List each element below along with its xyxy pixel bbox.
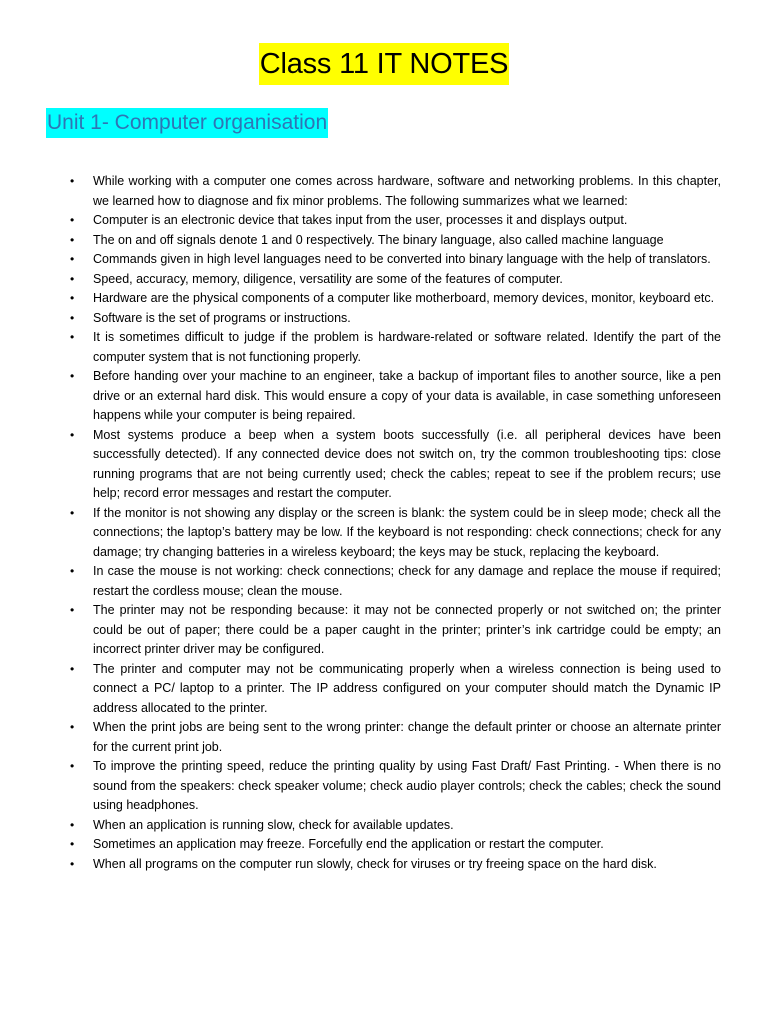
note-text: Commands given in high level languages need to be converted into binary language with the help of translators. <box>93 252 711 266</box>
note-text: When all programs on the computer run slowly, check for viruses or try freeing space on the hard disk. <box>93 856 657 871</box>
note-text: Most systems produce a beep when a system boots successfully (i.e. all peripheral devices have been successfully detected). If any connected device does not switch on, try the common troubleshooting tips: close running programs that are not being currently used; check the cables; repeat to see if the problem recurs; use help; record error messages and restart the computer. <box>93 427 721 500</box>
page-title: Class 11 IT NOTES <box>259 43 510 85</box>
unit-heading: Unit 1- Computer organisation <box>46 108 328 138</box>
note-text: The on and off signals denote 1 and 0 respectively. The binary language, also called machine language <box>93 232 664 247</box>
note-text: While working with a computer one comes across hardware, software and networking problems. In this chapter, we learned how to diagnose and fix minor problems. The following summarizes what we learned: <box>93 174 721 208</box>
note-text: Speed, accuracy, memory, diligence, versatility are some of the features of computer. <box>93 271 563 286</box>
note-text: Software is the set of programs or instructions. <box>93 310 351 325</box>
note-item <box>46 718 721 757</box>
note-item <box>46 757 721 816</box>
bullet-icon: • <box>70 603 75 617</box>
note-text: Computer is an electronic device that takes input from the user, processes it and displays output. <box>93 213 628 227</box>
bullet-icon: • <box>70 291 75 305</box>
note-item <box>46 601 721 660</box>
note-item <box>46 309 721 329</box>
bullet-icon: • <box>70 271 75 286</box>
note-text: Before handing over your machine to an engineer, take a backup of important files to another source, like a pen drive or an external hard disk. This would ensure a copy of your data is available, in case something unforeseen happens while your computer is being repaired. <box>93 369 721 422</box>
note-text: It is sometimes difficult to judge if the problem is hardware-related or software related. Identify the part of the computer system that is not functioning properly. <box>93 330 721 364</box>
note-item <box>46 367 721 426</box>
note-item <box>46 855 721 875</box>
note-item <box>46 250 721 270</box>
bullet-icon: • <box>70 252 75 266</box>
bullet-icon: • <box>70 213 75 227</box>
bullet-icon: • <box>70 759 75 773</box>
bullet-icon: • <box>70 505 75 520</box>
note-item <box>46 289 721 309</box>
note-item <box>46 328 721 367</box>
note-item <box>46 835 721 855</box>
bullet-icon: • <box>70 174 75 188</box>
bullet-icon: • <box>70 817 75 832</box>
note-text: In case the mouse is not working: check connections; check for any damage and replace the mouse if required; restart the cordless mouse; clean the mouse. <box>93 564 721 598</box>
bullet-icon: • <box>70 427 75 442</box>
note-text: When an application is running slow, check for available updates. <box>93 817 454 832</box>
note-item <box>46 504 721 563</box>
bullet-icon: • <box>70 720 75 734</box>
bullet-icon: • <box>70 310 75 325</box>
bullet-icon: • <box>70 564 75 578</box>
title-wrapper <box>0 43 768 85</box>
bullet-icon: • <box>70 661 75 676</box>
note-item <box>46 270 721 290</box>
notes-list <box>46 172 721 874</box>
bullet-icon: • <box>70 330 75 344</box>
note-text: If the monitor is not showing any display or the screen is blank: the system could be in sleep mode; check all the connections; the laptop’s battery may be low. If the keyboard is not responding: check connections; check for any damage; try changing batteries in a wireless keyboard; the keys may be stuck, replacing the keyboard. <box>93 505 721 559</box>
bullet-icon: • <box>70 856 75 871</box>
note-text: When the print jobs are being sent to the wrong printer: change the default printer or choose an alternate printer for the current print job. <box>93 720 721 754</box>
note-item <box>46 231 721 251</box>
note-text: Sometimes an application may freeze. Forcefully end the application or restart the computer. <box>93 837 604 851</box>
note-item <box>46 562 721 601</box>
note-item <box>46 426 721 504</box>
bullet-icon: • <box>70 369 75 383</box>
note-text: The printer and computer may not be communicating properly when a wireless connection is being used to connect a PC/ laptop to a printer. The IP address configured on your computer should match the Dynamic IP address allocated to the printer. <box>93 661 721 715</box>
note-item <box>46 816 721 836</box>
bullet-icon: • <box>70 837 75 851</box>
note-text: The printer may not be responding because: it may not be connected properly or not switched on; the printer could be out of paper; there could be a paper caught in the printer; printer’s ink cartridge could be empty; an incorrect printer driver may be configured. <box>93 603 721 656</box>
note-text: To improve the printing speed, reduce the printing quality by using Fast Draft/ Fast Printing. - When there is no sound from the speakers: check speaker volume; check audio player controls; check the cables; check the sound using headphones. <box>93 759 721 812</box>
note-text: Hardware are the physical components of a computer like motherboard, memory devices, monitor, keyboard etc. <box>93 291 715 305</box>
note-item <box>46 660 721 719</box>
bullet-icon: • <box>70 232 75 247</box>
note-item <box>46 172 721 211</box>
note-item <box>46 211 721 231</box>
